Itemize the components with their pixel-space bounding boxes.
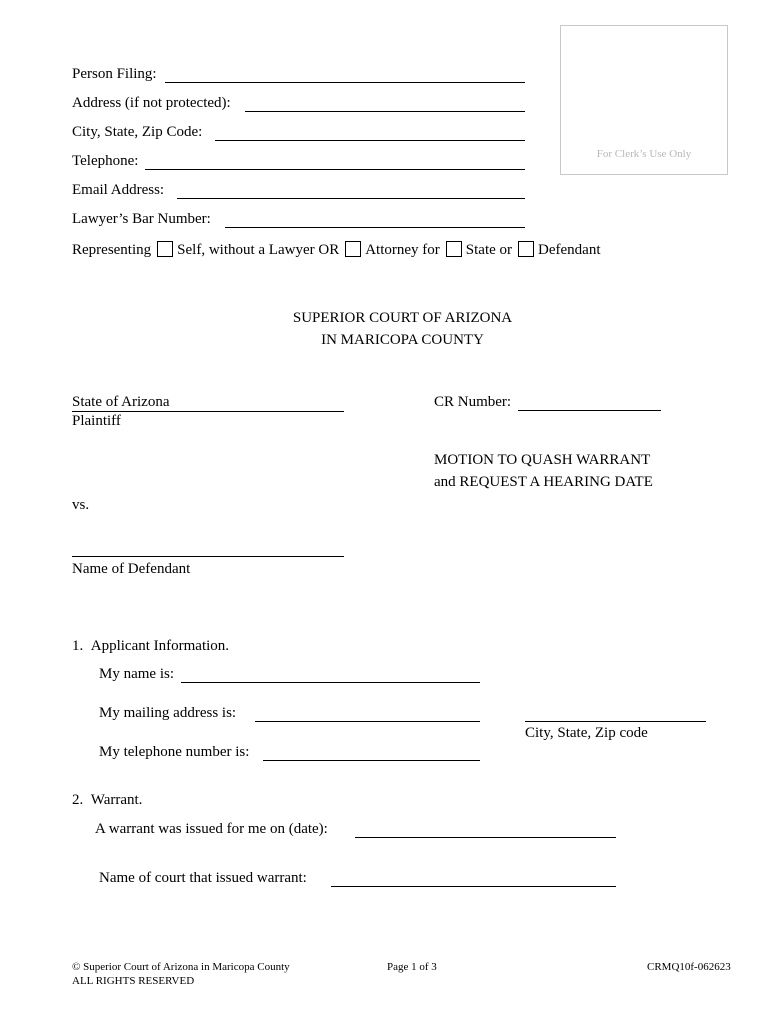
state-option-label: State or bbox=[465, 242, 513, 258]
plaintiff-label: Plaintiff bbox=[72, 413, 121, 429]
email-field[interactable] bbox=[177, 198, 525, 199]
mailing-address-label: My mailing address is: bbox=[99, 705, 237, 721]
my-name-field[interactable] bbox=[181, 682, 480, 683]
cr-number-field[interactable] bbox=[518, 410, 661, 411]
clerk-use-box bbox=[560, 25, 728, 175]
warrant-date-label: A warrant was issued for me on (date): bbox=[95, 821, 328, 837]
section2-heading: 2. Warrant. bbox=[72, 792, 143, 808]
my-telephone-label: My telephone number is: bbox=[99, 744, 250, 760]
address-label: Address (if not protected): bbox=[72, 95, 231, 111]
self-option-label: Self, without a Lawyer OR bbox=[177, 242, 340, 258]
warrant-date-field[interactable] bbox=[355, 837, 616, 838]
footer-form-code: CRMQ10f-062623 bbox=[647, 961, 731, 973]
my-telephone-field[interactable] bbox=[263, 760, 480, 761]
cr-number-label: CR Number: bbox=[434, 394, 512, 410]
defendant-option-label: Defendant bbox=[538, 242, 601, 258]
city-state-zip-field[interactable] bbox=[215, 140, 525, 141]
self-checkbox[interactable] bbox=[157, 241, 173, 257]
bar-number-label: Lawyer’s Bar Number: bbox=[72, 211, 211, 227]
footer-rights: ALL RIGHTS RESERVED bbox=[72, 975, 195, 987]
city-state-zip-code-field[interactable] bbox=[525, 721, 706, 722]
address-field[interactable] bbox=[245, 111, 525, 112]
court-title-line1: SUPERIOR COURT OF ARIZONA bbox=[292, 310, 513, 326]
section1-heading: 1. Applicant Information. bbox=[72, 638, 230, 654]
plaintiff-name: State of Arizona bbox=[72, 394, 170, 410]
attorney-option-label: Attorney for bbox=[365, 242, 440, 258]
person-filing-field[interactable] bbox=[165, 82, 525, 83]
issuing-court-label: Name of court that issued warrant: bbox=[99, 870, 307, 886]
plaintiff-line bbox=[72, 411, 344, 412]
defendant-checkbox[interactable] bbox=[518, 241, 534, 257]
representing-row bbox=[72, 241, 601, 259]
motion-title-line1: MOTION TO QUASH WARRANT bbox=[434, 452, 651, 468]
defendant-name-field[interactable] bbox=[72, 556, 344, 557]
defendant-label: Name of Defendant bbox=[72, 561, 191, 577]
person-filing-label: Person Filing: bbox=[72, 66, 157, 82]
my-name-label: My name is: bbox=[99, 666, 174, 682]
court-title-line2: IN MARICOPA COUNTY bbox=[321, 332, 484, 348]
mailing-address-field[interactable] bbox=[255, 721, 480, 722]
city-state-zip-label: City, State, Zip Code: bbox=[72, 124, 203, 140]
issuing-court-field[interactable] bbox=[331, 886, 616, 887]
footer-copyright: © Superior Court of Arizona in Maricopa County bbox=[72, 961, 290, 973]
telephone-label: Telephone: bbox=[72, 153, 139, 169]
attorney-checkbox[interactable] bbox=[345, 241, 361, 257]
email-label: Email Address: bbox=[72, 182, 165, 198]
footer-page-number: Page 1 of 3 bbox=[387, 961, 437, 973]
clerk-use-label: For Clerk’s Use Only bbox=[596, 148, 692, 160]
motion-title-line2: and REQUEST A HEARING DATE bbox=[434, 474, 653, 490]
state-checkbox[interactable] bbox=[446, 241, 462, 257]
city-state-zip-code-label: City, State, Zip code bbox=[525, 725, 648, 741]
telephone-field[interactable] bbox=[145, 169, 525, 170]
vs-label: vs. bbox=[72, 497, 90, 513]
representing-label: Representing bbox=[72, 242, 152, 258]
bar-number-field[interactable] bbox=[225, 227, 525, 228]
